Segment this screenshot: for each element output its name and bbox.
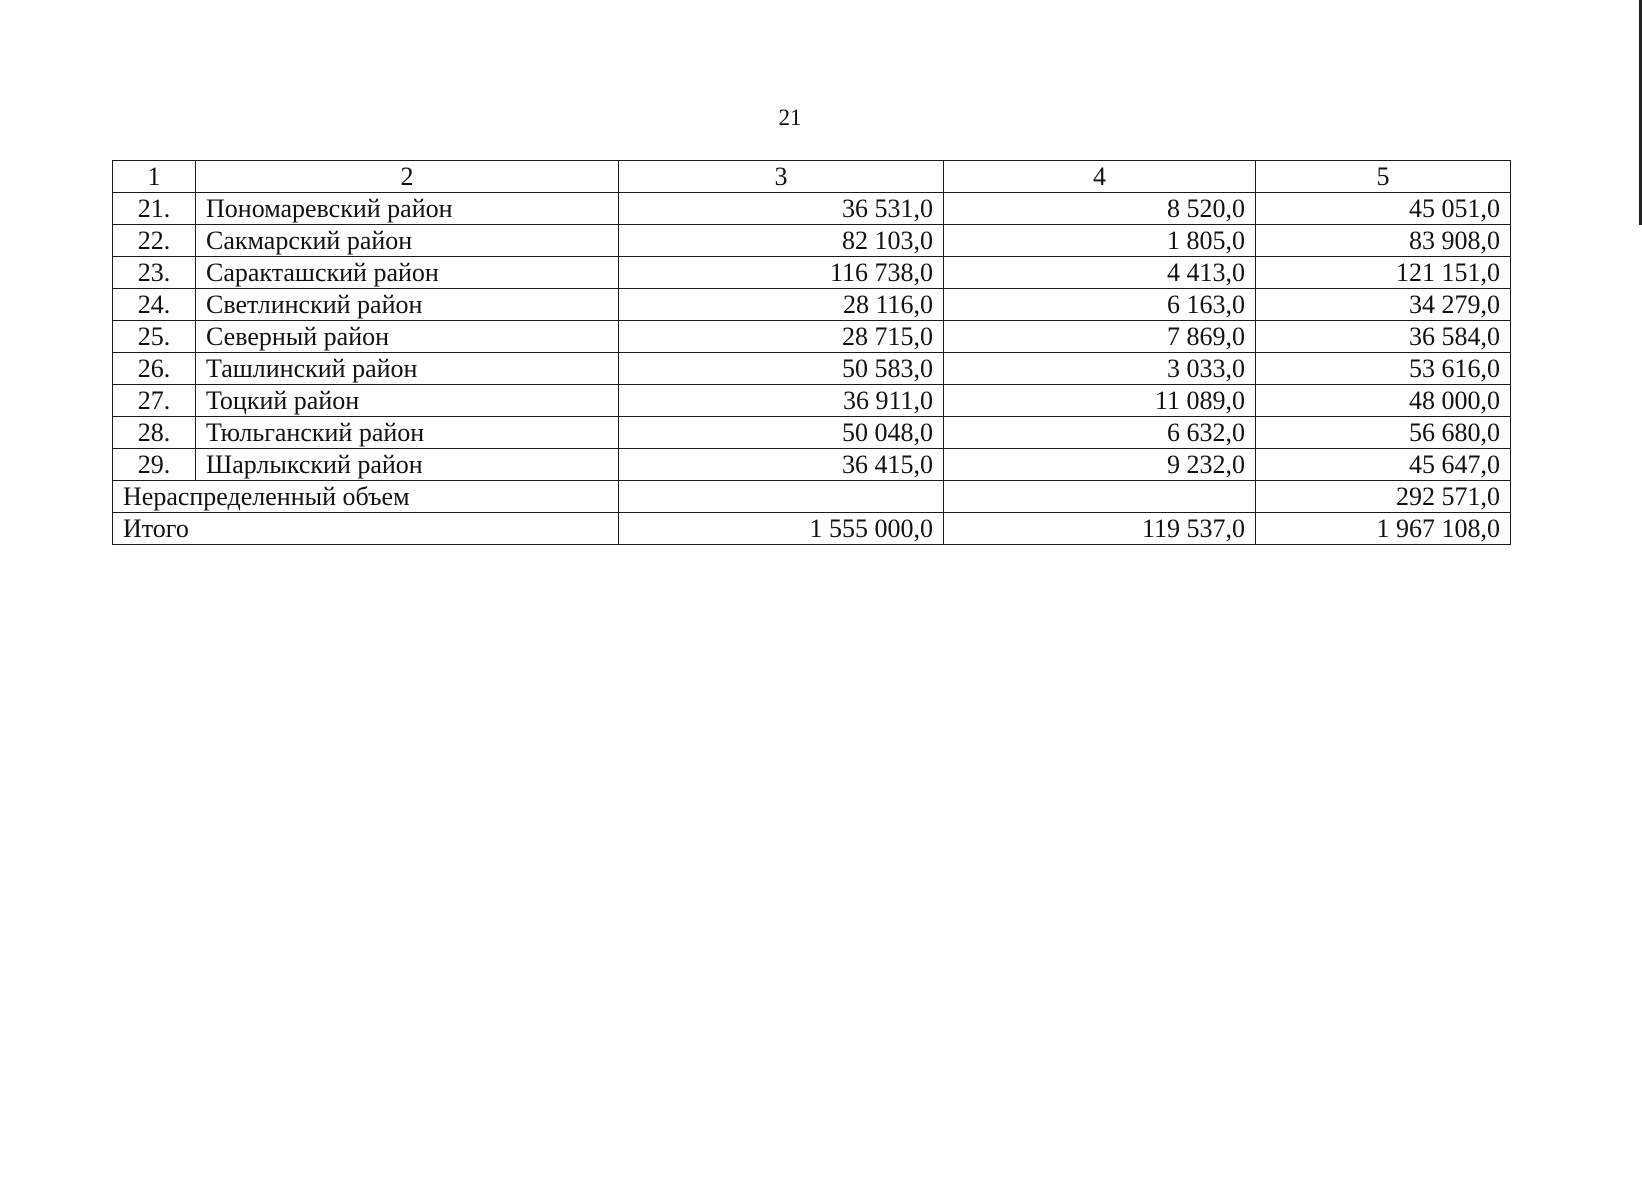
row-number: 27.	[113, 385, 196, 417]
header-cell: 1	[113, 161, 196, 193]
total-col4: 119 537,0	[944, 513, 1256, 545]
table-row	[113, 417, 1511, 449]
value-col4: 11 089,0	[944, 385, 1256, 417]
total-label: Итого	[113, 513, 619, 545]
value-col3: 28 116,0	[619, 289, 944, 321]
value-col3: 50 048,0	[619, 417, 944, 449]
allocation-table	[112, 160, 1511, 545]
value-col5: 292 571,0	[1256, 481, 1511, 513]
district-name: Северный район	[196, 321, 619, 353]
row-number: 29.	[113, 449, 196, 481]
value-col4: 1 805,0	[944, 225, 1256, 257]
district-name: Тоцкий район	[196, 385, 619, 417]
total-col5: 1 967 108,0	[1256, 513, 1511, 545]
header-cell: 4	[944, 161, 1256, 193]
district-name: Шарлыкский район	[196, 449, 619, 481]
value-col5: 121 151,0	[1256, 257, 1511, 289]
district-name: Светлинский район	[196, 289, 619, 321]
district-name: Тюльганский район	[196, 417, 619, 449]
total-row	[113, 513, 1511, 545]
table-row	[113, 321, 1511, 353]
row-number: 28.	[113, 417, 196, 449]
value-col3: 36 911,0	[619, 385, 944, 417]
header-cell: 5	[1256, 161, 1511, 193]
value-col4: 3 033,0	[944, 353, 1256, 385]
unallocated-row	[113, 481, 1511, 513]
value-col5: 34 279,0	[1256, 289, 1511, 321]
value-col4: 9 232,0	[944, 449, 1256, 481]
value-col3: 28 715,0	[619, 321, 944, 353]
district-name: Ташлинский район	[196, 353, 619, 385]
value-col4	[944, 481, 1256, 513]
value-col3: 82 103,0	[619, 225, 944, 257]
row-number: 23.	[113, 257, 196, 289]
row-number: 26.	[113, 353, 196, 385]
value-col5: 45 647,0	[1256, 449, 1511, 481]
value-col3	[619, 481, 944, 513]
value-col5: 45 051,0	[1256, 193, 1511, 225]
value-col5: 53 616,0	[1256, 353, 1511, 385]
value-col4: 7 869,0	[944, 321, 1256, 353]
value-col5: 36 584,0	[1256, 321, 1511, 353]
header-row	[113, 161, 1511, 193]
value-col3: 36 415,0	[619, 449, 944, 481]
row-number: 24.	[113, 289, 196, 321]
district-name: Сакмарский район	[196, 225, 619, 257]
header-cell: 3	[619, 161, 944, 193]
row-number: 25.	[113, 321, 196, 353]
value-col5: 56 680,0	[1256, 417, 1511, 449]
unallocated-label: Нераспределенный объем	[113, 481, 619, 513]
value-col5: 83 908,0	[1256, 225, 1511, 257]
table-row	[113, 449, 1511, 481]
value-col3: 50 583,0	[619, 353, 944, 385]
value-col3: 36 531,0	[619, 193, 944, 225]
district-name: Пономаревский район	[196, 193, 619, 225]
value-col4: 6 632,0	[944, 417, 1256, 449]
value-col4: 4 413,0	[944, 257, 1256, 289]
row-number: 22.	[113, 225, 196, 257]
value-col5: 48 000,0	[1256, 385, 1511, 417]
total-col3: 1 555 000,0	[619, 513, 944, 545]
table-row	[113, 193, 1511, 225]
value-col4: 8 520,0	[944, 193, 1256, 225]
row-number: 21.	[113, 193, 196, 225]
table-row	[113, 289, 1511, 321]
district-name: Саракташский район	[196, 257, 619, 289]
table-row	[113, 225, 1511, 257]
table-row	[113, 353, 1511, 385]
value-col4: 6 163,0	[944, 289, 1256, 321]
table-row	[113, 385, 1511, 417]
table-row	[113, 257, 1511, 289]
header-cell: 2	[196, 161, 619, 193]
value-col3: 116 738,0	[619, 257, 944, 289]
page-number: 21	[778, 105, 802, 130]
